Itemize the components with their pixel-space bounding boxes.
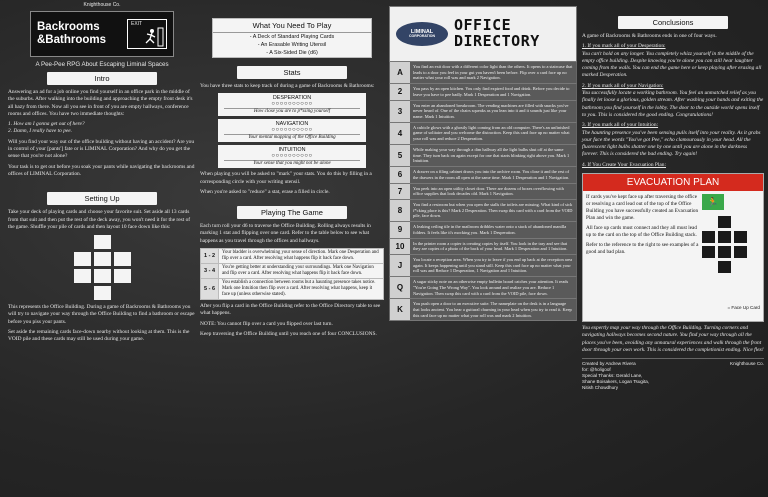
evac-paragraph-1: If cards you've kept face up after traversing the office or resolving a card lead out of the top of the Office Building you have successfully created an Evacuation Plan and win the game.: [586, 194, 699, 222]
playing-paragraph-4: Keep traversing the Office Building until you reach one of four CONCLUSIONS.: [200, 330, 377, 337]
game-title: [37, 21, 106, 46]
table-row: [201, 264, 384, 279]
directory-row: [389, 167, 577, 183]
stat-intuition: [218, 145, 366, 168]
directory-row: [389, 277, 577, 299]
needs-heading: What You Need To Play: [213, 19, 371, 33]
playing-heading: Playing The Game: [237, 206, 347, 219]
card-slot: [94, 269, 111, 283]
directory-title-line-2: DIRECTORY: [454, 32, 540, 50]
brand-label: Knighthouse Co.: [83, 2, 121, 8]
evacuation-plan-heading: EVACUATION PLAN: [583, 174, 763, 191]
column-intro: [8, 0, 196, 497]
conclusion-2-heading: 2. If you mark all of your Navigation:: [582, 82, 664, 89]
liminal-logo: [396, 22, 448, 46]
card-effect: You peek into an open utility closet door. There are dozens of boxes overflowing with office supplies that look decades old. Mark 1 Navigation.: [410, 184, 576, 199]
directory-row: [389, 222, 577, 238]
stat-name: NAVIGATION: [275, 121, 309, 128]
card-rank: K: [390, 299, 410, 320]
logo-line-2: CORPORATION: [409, 34, 435, 39]
subtitle: A Pee-Pee RPG About Escaping Liminal Spaces: [35, 61, 169, 68]
directory-row: [389, 255, 577, 277]
card-effect: A drawer on a filing cabinet draws you into the archive room. You close it and the rest of the drawers in the room all open at the same time. Mark 1 Desperation and 1 Navigation.: [410, 167, 576, 182]
logo-line-1: LIMINAL: [410, 29, 434, 36]
card-effect: A leaking ceiling tile in the mailroom dribbles water onto a stack of abandoned manilla folders. It feels like it's mocking you. Mark 1 Desperation.: [410, 222, 576, 237]
title-line-2: &Bathrooms: [37, 34, 107, 46]
table-row: [201, 249, 384, 264]
exit-person-icon: 🏃: [702, 194, 724, 210]
card-effect: You enter an abandoned breakroom. The vending machines are filled with snacks you've never heard of. One of the chairs squeaks as you lean into it and it sounds just like your name. Mark 1 Intuition.: [410, 101, 576, 122]
conclusion-3-text: The haunting presence you've been sensing pulls itself into your reality. As it grabs your face the words "You've got Pee," echo clamourously in your head. All the fluorescent light bulbs shatter one by one until you are alone in the darkness forever. This is considered the bad ending. Try again!: [582, 129, 761, 158]
stat-desperation: [218, 93, 366, 116]
card-effect: A sugar sticky note on an otherwise empty bulletin board catches your attention. It reads "You're Going The Wrong Way". You look around and realize you are. Reduce 1 Navigation. Then swap this card with a card from the VOID pile, face down.: [410, 277, 576, 298]
evac-paragraph-3: Refer to the reference to the right to see examples of a good and bad plan.: [586, 242, 699, 256]
stat-description: Your mental mapping of the Office Building: [224, 134, 360, 140]
setup-heading: Setting Up: [47, 192, 157, 205]
stats-mark-text: When playing you will be asked to "mark" your stats. You do this by filling in a corresponding circle with your writing utensil.: [200, 171, 372, 185]
publisher-logo: Knighthouse Co.: [730, 361, 764, 367]
directory-title: [454, 18, 540, 50]
card-slot: [114, 269, 131, 283]
roll-result: You establish a connection between rooms but a haunting presence takes notice. Mark one Intuition then flip over a card. After resolving what happens, keep it face up (unless otherwise stated).: [219, 279, 384, 300]
stats-reduce-text: When you're asked to "reduce" a stat, erase a filled in circle.: [200, 188, 330, 195]
conclusion-3-heading: 3. If you mark all of your Intuition:: [582, 122, 659, 129]
directory-row: [389, 299, 577, 321]
card-effect: While making your way through a dim hallway all the light bulbs shut off at the same time. They turn back on again except for one that starts blinking right above you. Mark 1 Intuition.: [410, 145, 576, 166]
card-slot: [114, 252, 131, 266]
table-row: [201, 279, 384, 300]
directory-row: [389, 184, 577, 200]
conclusion-4-text: You expertly map your way through the Office Building. Turning corners and navigating hallways becomes second nature. You find your way through all the places you've been, avoiding any unnatural experiences and walk through the front door through your own work. This is considered the completionist ending. Nice flex!: [582, 325, 764, 353]
stat-tracker[interactable]: ○○○○○○○○○○: [271, 101, 313, 108]
setup-paragraph-3: Set aside the remaining cards face-down nearby without looking at them. This is the VOID pile and these cards may still be used during your game.: [8, 329, 190, 343]
column-rules: [200, 0, 384, 497]
stat-name: DESPERATION: [272, 95, 312, 102]
conclusion-1-text: You can't hold on any longer. You completely whizz yourself in the middle of the empty office building. Despite knowing you're alone you can still hear laughter coming from the walls. You can end the game here or keep playing after erasing all marked Desperation.: [582, 50, 762, 79]
card-effect: You push open a door to an executive suite. The nameplate on the desk is in a language that looks ancient. You hear a guttural churning in your head when you try to read it. Keep this card face up no matter what your roll was and mark 2 Intuition.: [410, 299, 576, 320]
need-item: - A Deck of Standard Playing Cards: [249, 34, 335, 40]
directory-row: [389, 200, 577, 222]
intro-paragraph-3: Your task is to get out before you soak your pants while navigating the backrooms and offices of LIMINAL Corporation.: [8, 163, 195, 177]
stat-description: How close you are to p*ssing yourself: [224, 108, 360, 114]
need-item: - A Six-Sided Die (d6): [266, 50, 318, 56]
title-line-1: Backrooms: [37, 21, 100, 34]
evac-example-diagram: [702, 194, 760, 318]
directory-row: [389, 84, 577, 100]
conclusion-4-heading: 4. If You Create Your Evacuation Plan:: [582, 161, 666, 168]
exit-sign-icon: [127, 19, 167, 49]
intro-heading: Intro: [47, 72, 157, 85]
roll-range: 5 - 6: [201, 279, 219, 300]
card-effect: A cubicle glows with a ghostly light coming from an old computer. There's an unfinished game of solitaire and you welcome the distraction. Keep this card face up no matter what your roll was and reduce 2 Desperation.: [410, 123, 576, 144]
card-rank: 8: [390, 200, 410, 221]
card-rank: 7: [390, 184, 410, 199]
conclusions-intro: A game of Backrooms & Bathrooms ends in one of four ways.: [582, 33, 717, 39]
directory-header: [389, 6, 577, 62]
roll-result: Your bladder is overwhelming your sense of direction. Mark one Desperation and flip over a card. After resolving what happens flip it back face down.: [219, 249, 384, 264]
title-box: [30, 11, 174, 57]
office-layout-diagram: [8, 235, 196, 300]
stat-tracker[interactable]: ○○○○○○○○○○: [271, 127, 313, 134]
card-effect: In the printer room a copier is creating copies by itself. You look in the tray and see that they are copies of a photo of the back of your head. Mark 1 Desperation and 1 Intuition.: [410, 239, 576, 254]
playing-paragraph-1: Each turn roll your d6 to traverse the Office Building. Rolling always results in marking 1 stat and flipping over one card. Refer to the table below to see what happens as you travel through the offices and hallways.: [200, 223, 371, 244]
card-rank: 9: [390, 222, 410, 237]
directory-row: [389, 145, 577, 167]
card-slot: [94, 235, 111, 249]
card-slot: [74, 269, 91, 283]
conclusion-1-heading: 1. If you mark all of your Desperation:: [582, 43, 666, 50]
intro-question-1: 1. How am I gonna get out of here?: [8, 121, 85, 128]
conclusion-2-text: You successfully locate a working bathroom. You feel an unmatched relief as you finally let loose a glorious, golden stream. After washing your hands and exiting the bathroom you find yourself in the lobby. The door to the outside world opens itself to you. This is considered the good ending. Congratulations!: [582, 90, 764, 118]
stat-name: INTUITION: [278, 147, 306, 154]
directory-row: [389, 101, 577, 123]
stat-navigation: [218, 119, 366, 142]
card-effect: You pass by an open kitchen. You only find expired food and drink. Before you decide to leave you have to pee badly. Mark 1 Desperation and 1 Navigation.: [410, 84, 576, 99]
setup-paragraph-2: This represents the Office Building. During a game of Backrooms & Bathrooms you will try to navigate your way through the Office Building to find a bathroom or escape before you piss your pants.: [8, 304, 195, 325]
roll-range: 1 - 2: [201, 249, 219, 264]
stat-description: Your sense that you might not be alone: [224, 160, 360, 166]
need-item: - An Erasable Writing Utensil: [257, 42, 327, 48]
card-rank: 10: [390, 239, 410, 254]
directory-row: [389, 123, 577, 145]
exit-sign-label: EXIT: [131, 21, 143, 27]
stat-tracker[interactable]: ○○○○○○○○○○: [271, 153, 313, 160]
needs-box: [212, 18, 372, 58]
card-slot: [94, 252, 111, 266]
card-rank: J: [390, 255, 410, 276]
card-rank: 5: [390, 145, 410, 166]
roll-result: You're getting better at understanding your surroundings. Mark one Navigation and flip over a card. After resolving what happens flip it back face down.: [219, 264, 384, 279]
column-directory: [389, 0, 577, 497]
card-rank: 6: [390, 167, 410, 182]
intro-paragraph-2: Will you find your way out of the office building without having an accident? Are you in control of your [pants'] fate or is LIMINAL Corporation? And why do you get the sense that you're not alone?: [8, 138, 195, 160]
card-effect: You locate a reception area. When you try to leave if you end up back at the reception area again. It keeps happening until you stand still. Keep this card face up no matter what your roll was and Reduce 1 Desperation, 1 Navigation and 1 Intuition.: [410, 255, 576, 276]
conclusions-heading: Conclusions: [618, 16, 728, 29]
playing-paragraph-2: After you flip a card in the Office Building refer to the Office Directory table to see what happens.: [200, 302, 381, 317]
card-rank: 3: [390, 101, 410, 122]
column-conclusions: [582, 0, 764, 497]
card-slot: [94, 286, 111, 300]
directory-title-line-1: OFFICE: [454, 16, 512, 35]
credits-text: Created by Andrew Rivera for: @holigoof Special Thanks: Gerald Lane, Shane Boisakers, Logan Tsugita, Nitish Chowdhury: [582, 361, 650, 391]
directory-row: [389, 62, 577, 84]
roll-range: 3 - 4: [201, 264, 219, 279]
stats-heading: Stats: [237, 66, 347, 79]
roll-table: [200, 248, 384, 300]
playing-note: NOTE: You cannot flip over a card you flipped over last turn.: [200, 320, 333, 327]
card-effect: You find a restroom but when you open the stalls the toilets are missing. What kind of sick f*cking place is this? Mark 2 Desperation. Then swap this card with a card from the VOID pile, face down.: [410, 200, 576, 221]
card-rank: 2: [390, 84, 410, 99]
intro-question-2: 2. Damn, I really have to pee.: [8, 128, 73, 135]
evac-paragraph-2: All face up cards must connect and they all must lead up to the card on the top of the Office Building stack.: [586, 225, 697, 239]
card-rank: 4: [390, 123, 410, 144]
directory-row: [389, 239, 577, 255]
evacuation-plan-box: [582, 173, 764, 322]
card-rank: A: [390, 62, 410, 83]
face-up-legend: = Face Up Card: [727, 305, 760, 311]
card-slot: [74, 252, 91, 266]
card-effect: You find an exit door with a different color light than the others. It opens to a staircase that leads to a door you feel in your gut you haven't been before. Flip over a card face up no matter what your roll was and mark 2 Navigation.: [410, 62, 576, 83]
stats-intro: You have three stats to keep track of during a game of Backrooms & Bathrooms:: [200, 83, 375, 89]
setup-paragraph-1: Take your deck of playing cards and choose your favorite suit. Set aside all 13 cards from that suit and then put the rest of the deck away, you won't need it for the rest of the game. Shuffle your pile of cards and then layout 10 face down like this:: [8, 209, 191, 230]
credits: [582, 358, 764, 391]
card-rank: Q: [390, 277, 410, 298]
intro-paragraph-1: Answering an ad for a job online you find yourself in an office park in the middle of the suburbs. After walking into the building and approaching the empty front desk it's all hazy from there. Now all you see in front of you are empty hallways, conference rooms and offices. You have two immediate thoughts:: [8, 89, 193, 117]
